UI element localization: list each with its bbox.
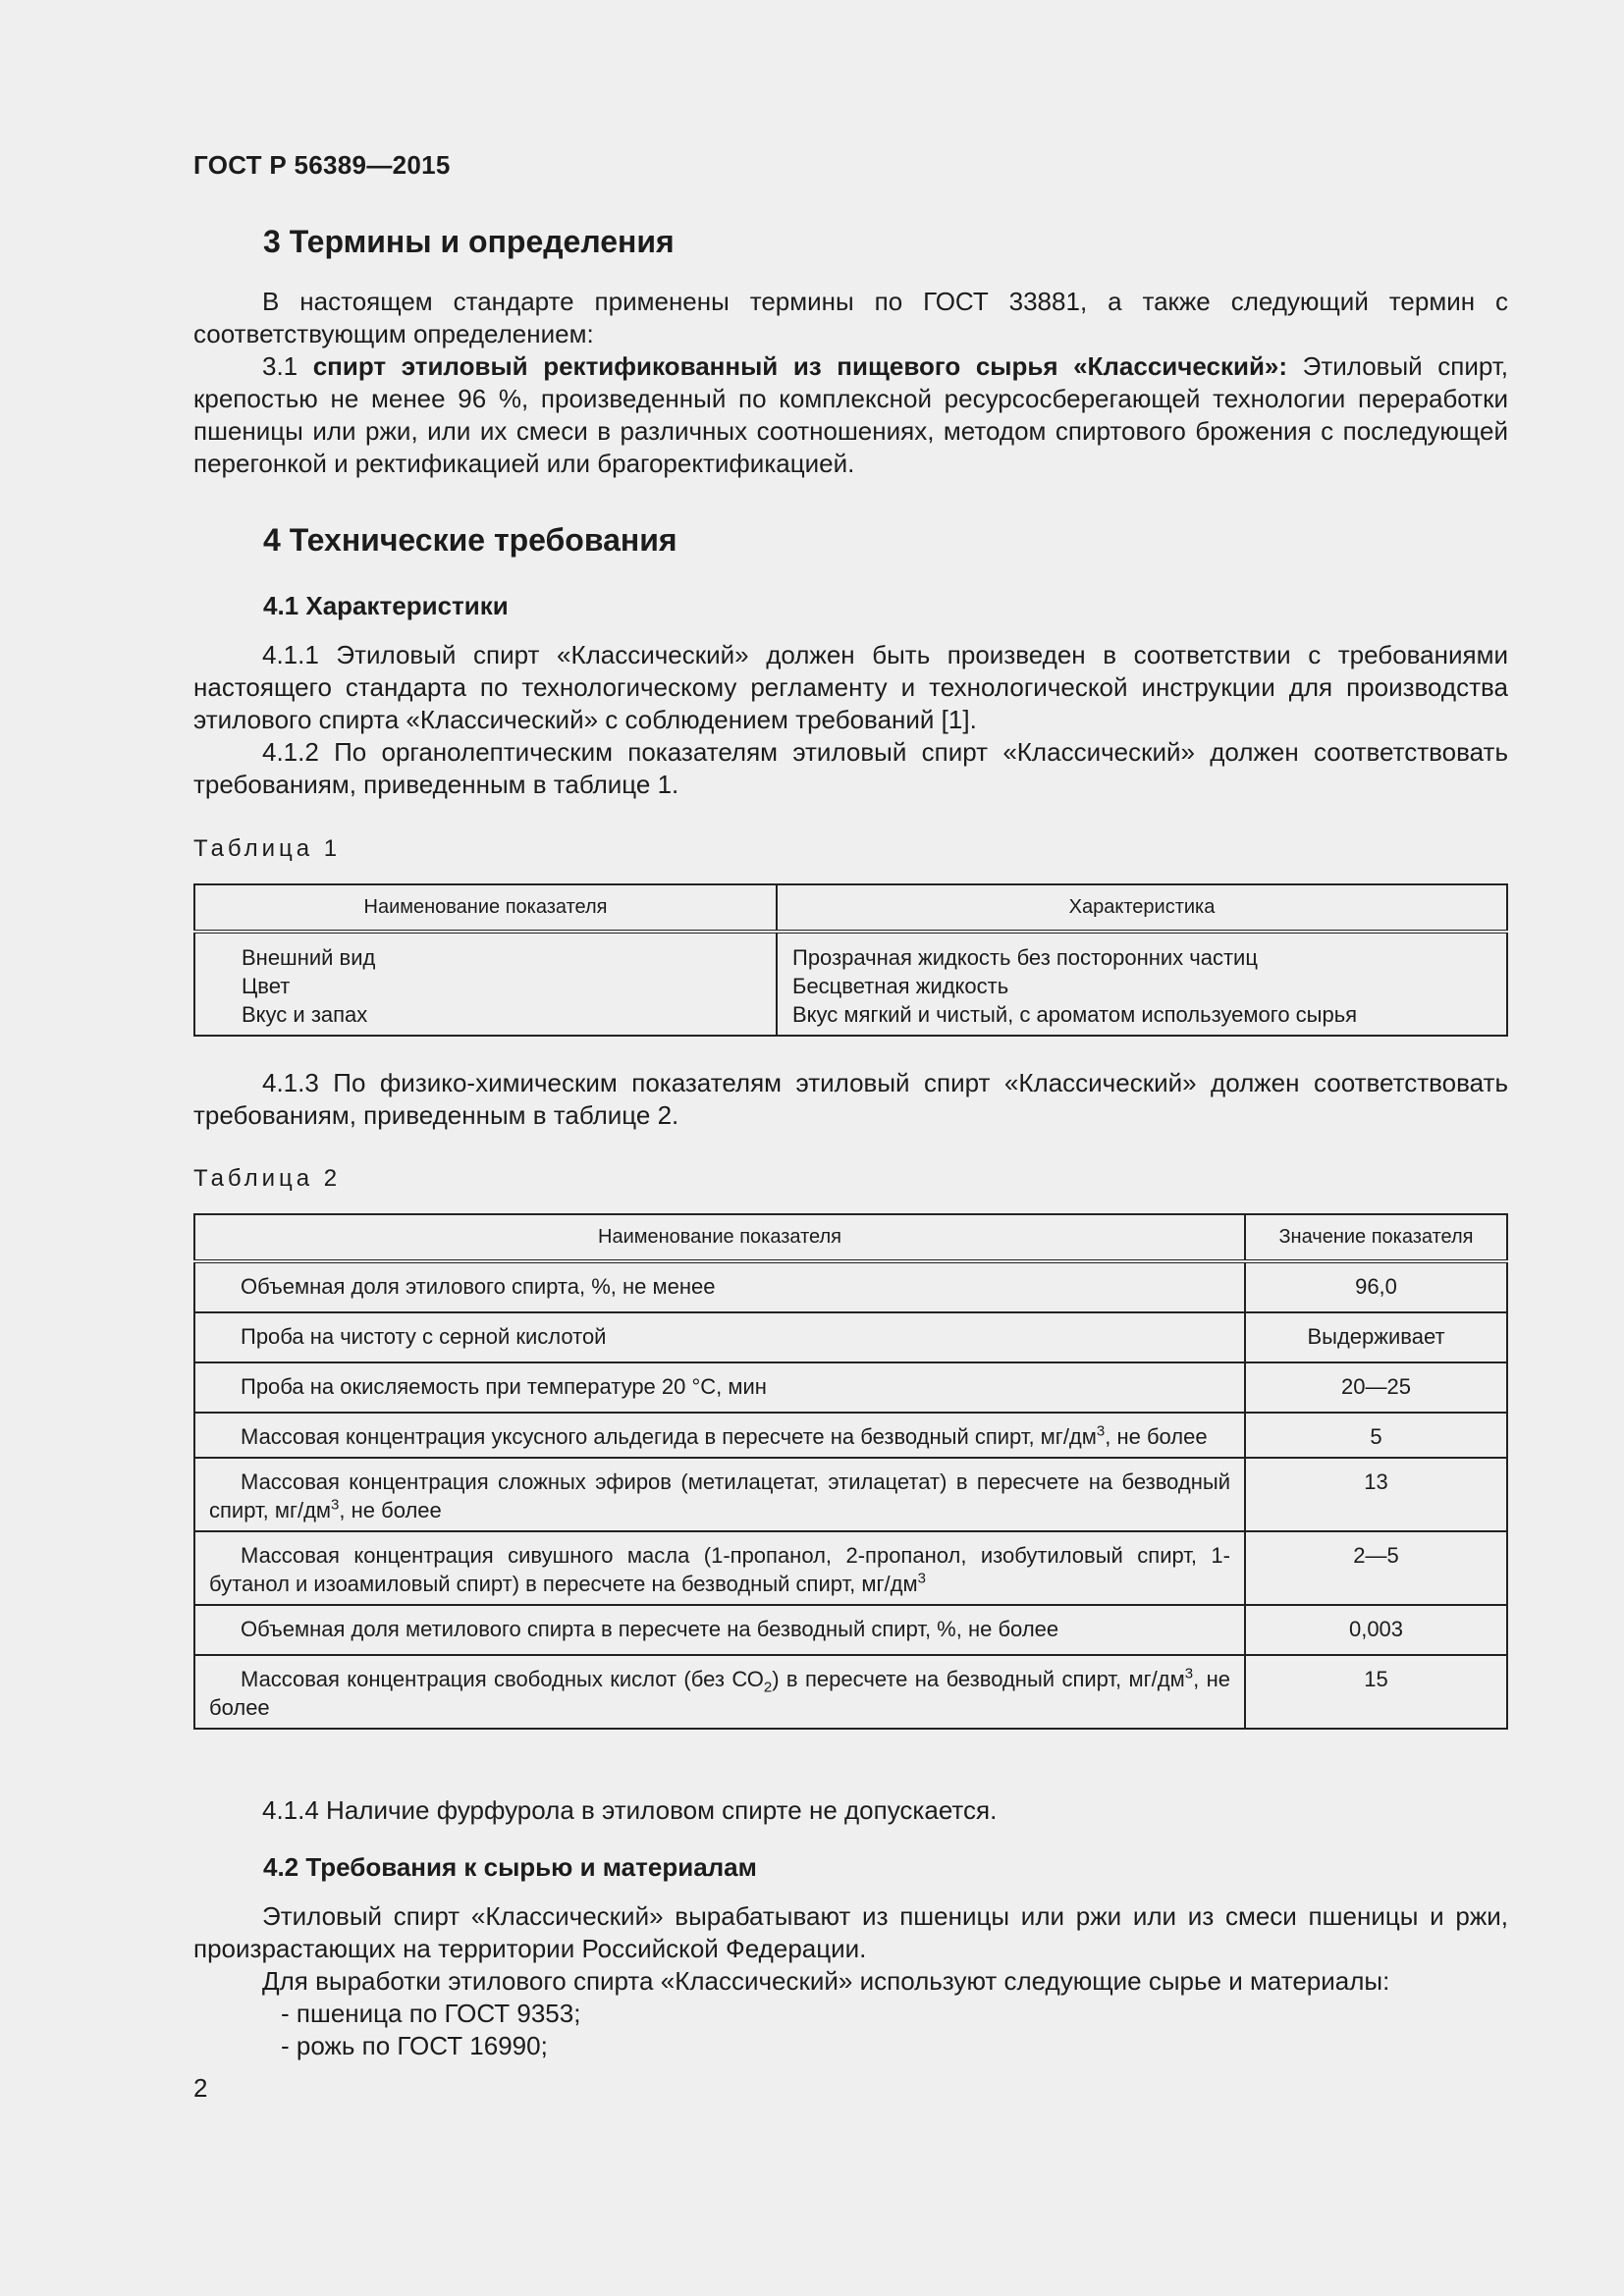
table-2-name-cell bbox=[194, 1458, 1245, 1531]
table-row bbox=[194, 1413, 1507, 1458]
table-2-caption: Таблица 2 bbox=[193, 1165, 342, 1192]
section-3-intro: В настоящем стандарте применены термины по ГОСТ 33881, а также следующий термин с соответствующим определением: bbox=[193, 287, 1508, 348]
row-name: Массовая концентрация сложных эфиров (метилацетат, этилацетат) в пересчете на безводный спирт, мг/дм bbox=[209, 1469, 1230, 1522]
document-id: ГОСТ Р 56389—2015 bbox=[193, 150, 451, 180]
table-row bbox=[194, 1458, 1507, 1531]
term-number: 3.1 bbox=[262, 351, 298, 381]
table-row bbox=[194, 1312, 1507, 1362]
row-name-tail: , не более bbox=[1105, 1424, 1208, 1449]
table-1-header-name: Наименование показателя bbox=[194, 884, 777, 932]
table-2-name-cell bbox=[194, 1605, 1245, 1655]
table-2-header-name: Наименование показателя bbox=[194, 1214, 1245, 1261]
subsection-4-1-body bbox=[193, 639, 1508, 801]
table-1-caption: Таблица 1 bbox=[193, 835, 342, 862]
table-2-name-cell bbox=[194, 1531, 1245, 1605]
table-1-value: Бесцветная жидкость bbox=[792, 974, 1009, 998]
section-4-title: 4 Технические требования bbox=[263, 522, 677, 558]
table-1-value: Прозрачная жидкость без посторонних частиц bbox=[792, 945, 1258, 970]
paragraph-4-1-4: 4.1.4 Наличие фурфурола в этиловом спирте не допускается. bbox=[262, 1795, 998, 1825]
list-item: - рожь по ГОСТ 16990; bbox=[281, 2031, 548, 2060]
subsection-4-1-title: 4.1 Характеристики bbox=[263, 591, 509, 620]
row-name-tail: , не более bbox=[209, 1667, 1230, 1720]
table-2-value-cell: 2—5 bbox=[1245, 1531, 1507, 1605]
paragraph-4-1-3-block bbox=[193, 1067, 1508, 1132]
superscript: 3 bbox=[1096, 1422, 1106, 1440]
table-2-name-cell bbox=[194, 1261, 1245, 1312]
table-2-value-cell: 5 bbox=[1245, 1413, 1507, 1458]
table-row bbox=[194, 1605, 1507, 1655]
table-2-name-cell bbox=[194, 1655, 1245, 1729]
table-1-names-cell bbox=[194, 932, 777, 1036]
table-2-name-cell bbox=[194, 1362, 1245, 1413]
table-2-value-cell: 96,0 bbox=[1245, 1261, 1507, 1312]
row-name: Объемная доля метилового спирта в пересчете на безводный спирт, %, не более bbox=[241, 1617, 1059, 1641]
row-name: Массовая концентрация сивушного масла (1-пропанол, 2-пропанол, изобутиловый спирт, 1-бутанол и изоамиловый спирт) в пересчете на безводный спирт, мг/дм bbox=[209, 1543, 1230, 1596]
superscript: 3 bbox=[917, 1570, 926, 1587]
term-name: спирт этиловый ректификованный из пищевого сырья «Классический»: bbox=[312, 351, 1288, 381]
page-number: 2 bbox=[193, 2073, 208, 2103]
table-2-name-cell bbox=[194, 1312, 1245, 1362]
table-1-name: Вкус и запах bbox=[242, 1002, 368, 1027]
row-name-middle: ) в пересчете на безводный спирт, мг/дм bbox=[772, 1667, 1185, 1691]
paragraph-4-1-1: 4.1.1 Этиловый спирт «Классический» должен быть произведен в соответствии с требованиями настоящего стандарта по технологическому регламенту и технологической инструкции для производства этилового спирта «Классический» с соблюдением требований [1]. bbox=[193, 640, 1508, 734]
table-2-header-row bbox=[194, 1214, 1507, 1261]
row-name: Массовая концентрация свободных кислот (без СО bbox=[241, 1667, 764, 1691]
table-1-values-cell bbox=[777, 932, 1507, 1036]
table-1-header-characteristic: Характеристика bbox=[777, 884, 1507, 932]
paragraph-4-1-4-block bbox=[193, 1794, 1508, 1827]
table-row bbox=[194, 1261, 1507, 1312]
row-name: Массовая концентрация уксусного альдегида в пересчете на безводный спирт, мг/дм bbox=[241, 1424, 1097, 1449]
table-2-value-cell: Выдерживает bbox=[1245, 1312, 1507, 1362]
paragraph-4-2-a: Этиловый спирт «Классический» вырабатывают из пшеницы или ржи или из смеси пшеницы и ржи, произрастающих на территории Российской Федерации. bbox=[193, 1901, 1508, 1963]
row-name: Объемная доля этилового спирта, %, не менее bbox=[241, 1274, 716, 1299]
table-2-value-cell: 15 bbox=[1245, 1655, 1507, 1729]
table-1-body-row bbox=[194, 932, 1507, 1036]
table-2-value-cell: 13 bbox=[1245, 1458, 1507, 1531]
table-2-value-cell: 20—25 bbox=[1245, 1362, 1507, 1413]
paragraph-4-2-b: Для выработки этилового спирта «Классический» используют следующие сырье и материалы: bbox=[262, 1966, 1390, 1996]
table-1-value: Вкус мягкий и чистый, с ароматом используемого сырья bbox=[792, 1002, 1358, 1027]
table-row bbox=[194, 1362, 1507, 1413]
superscript: 3 bbox=[1184, 1665, 1194, 1682]
superscript: 3 bbox=[331, 1496, 340, 1514]
term-3-1 bbox=[193, 350, 1508, 480]
section-3-title: 3 Термины и определения bbox=[263, 224, 675, 259]
table-row bbox=[194, 1655, 1507, 1729]
row-name-tail: , не более bbox=[339, 1498, 442, 1522]
term-definition: Этиловый спирт, крепостью не менее 96 %, произведенный по комплексной ресурсосберегающей технологии переработки пшеницы или ржи, или их смеси в различных соотношениях, методом спиртового брожения с последующей перегонкой и ректификацией или брагоректификацией. bbox=[193, 351, 1508, 478]
subscript: 2 bbox=[763, 1679, 773, 1696]
table-2-name-cell bbox=[194, 1413, 1245, 1458]
paragraph-4-1-3: 4.1.3 По физико-химическим показателям этиловый спирт «Классический» должен соответствовать требованиям, приведенным в таблице 2. bbox=[193, 1068, 1508, 1130]
table-2 bbox=[193, 1213, 1508, 1730]
row-name: Проба на окисляемость при температуре 20 °С, мин bbox=[241, 1374, 767, 1399]
row-name: Проба на чистоту с серной кислотой bbox=[241, 1324, 607, 1349]
table-row bbox=[194, 1531, 1507, 1605]
section-3-body bbox=[193, 286, 1508, 480]
subsection-4-2-title: 4.2 Требования к сырью и материалам bbox=[263, 1852, 757, 1882]
table-2-value-cell: 0,003 bbox=[1245, 1605, 1507, 1655]
subsection-4-2-body bbox=[193, 1900, 1508, 2062]
table-1 bbox=[193, 883, 1508, 1037]
table-2-header-value: Значение показателя bbox=[1245, 1214, 1507, 1261]
list-item: - пшеница по ГОСТ 9353; bbox=[281, 1999, 581, 2028]
table-1-header-row bbox=[194, 884, 1507, 932]
table-1-name: Внешний вид bbox=[242, 945, 376, 970]
table-1-name: Цвет bbox=[242, 974, 291, 998]
paragraph-4-1-2: 4.1.2 По органолептическим показателям этиловый спирт «Классический» должен соответствовать требованиям, приведенным в таблице 1. bbox=[193, 737, 1508, 799]
